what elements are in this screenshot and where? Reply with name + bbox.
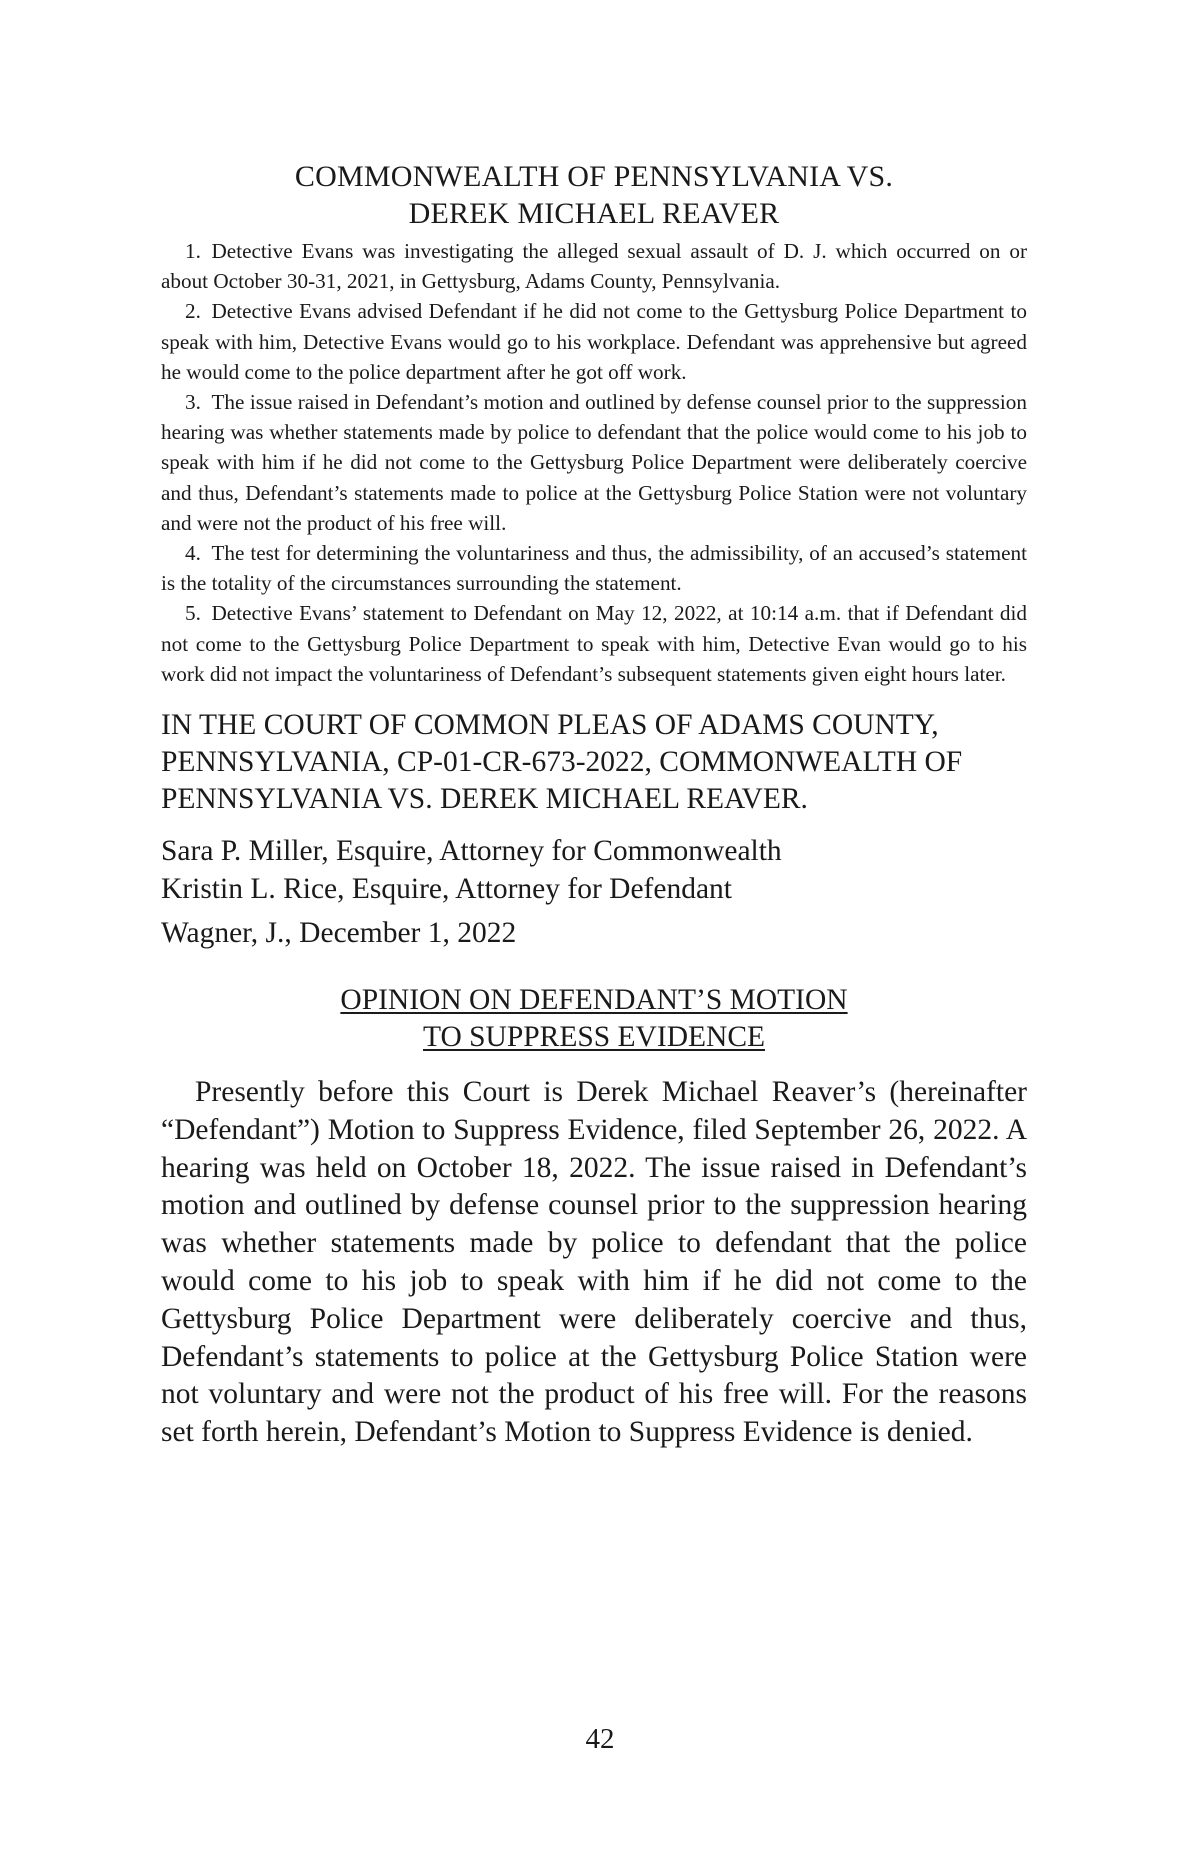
headnote-4: 4. The test for determining the voluntariness and thus, the admissibility, of an accused’s statement is the totality of the circumstances surrounding the statement. — [161, 541, 1027, 596]
commonwealth-attorney: Sara P. Miller, Esquire, Attorney for Commonwealth — [161, 835, 782, 868]
judge-date: Wagner, J., December 1, 2022 — [161, 917, 517, 950]
headnote-5: 5. Detective Evans’ statement to Defendant on May 12, 2022, at 10:14 a.m. that if Defendant did not come to the Gettysburg Police Department to speak with him, Detective Evan would go to his work did not impact the voluntariness of Defendant’s subsequent statements given eight hours later. — [161, 601, 1027, 686]
case-title-line-1: COMMONWEALTH OF PENNSYLVANIA VS. — [294, 160, 894, 193]
defense-attorney: Kristin L. Rice, Esquire, Attorney for Defendant — [161, 873, 733, 906]
opinion-title — [161, 982, 1027, 1056]
opinion-body-paragraph: Presently before this Court is Derek Michael Reaver’s (hereinafter “Defendant”) Motion to Suppress Evidence, filed September 26, 2022. A hearing was held on October 18, 2022. The issue raised in Defendant’s motion and outlined by defense counsel prior to the suppression hearing was whether statements made by police to defendant that the police would come to his job to speak with him if he did not come to the Gettysburg Police Department were deliberately coercive and thus, Defendant’s statements to police at the Gettysburg Police Station were not voluntary and were not the product of his free will. For the reasons set forth herein, Defendant’s Motion to Suppress Evidence is denied. — [161, 1076, 1027, 1449]
court-caption: IN THE COURT OF COMMON PLEAS OF ADAMS COUNTY, PENNSYLVANIA, CP-01-CR-673-2022, COMMONWEALTH OF PENNSYLVANIA VS. DEREK MICHAEL REAVER. — [161, 709, 963, 816]
headnote-1: 1. Detective Evans was investigating the alleged sexual assault of D. J. which occurred on or about October 30-31, 2021, in Gettysburg, Adams County, Pennsylvania. — [161, 239, 1027, 294]
counsel-block — [161, 832, 1027, 908]
page-number: 42 — [585, 1723, 615, 1755]
document-page — [161, 158, 1027, 1452]
opinion-title-line-1: OPINION ON DEFENDANT’S MOTION — [340, 984, 848, 1017]
opinion-title-line-2: TO SUPPRESS EVIDENCE — [422, 1021, 766, 1054]
headnote-2: 2. Detective Evans advised Defendant if he did not come to the Gettysburg Police Department to speak with him, Detective Evans would go to his workplace. Defendant was apprehensive but agreed he would come to the police department after he got off work. — [161, 299, 1027, 384]
headnote-3: 3. The issue raised in Defendant’s motion and outlined by defense counsel prior to the suppression hearing was whether statements made by police to defendant that the police would come to his job to speak with him if he did not come to the Gettysburg Police Department were deliberately coercive and thus, Defendant’s statements made to police at the Gettysburg Police Station were not voluntary and were not the product of his free will. — [161, 390, 1027, 535]
headnotes-list — [161, 236, 1027, 689]
case-title — [161, 158, 1027, 232]
case-title-line-2: DEREK MICHAEL REAVER — [408, 197, 780, 230]
